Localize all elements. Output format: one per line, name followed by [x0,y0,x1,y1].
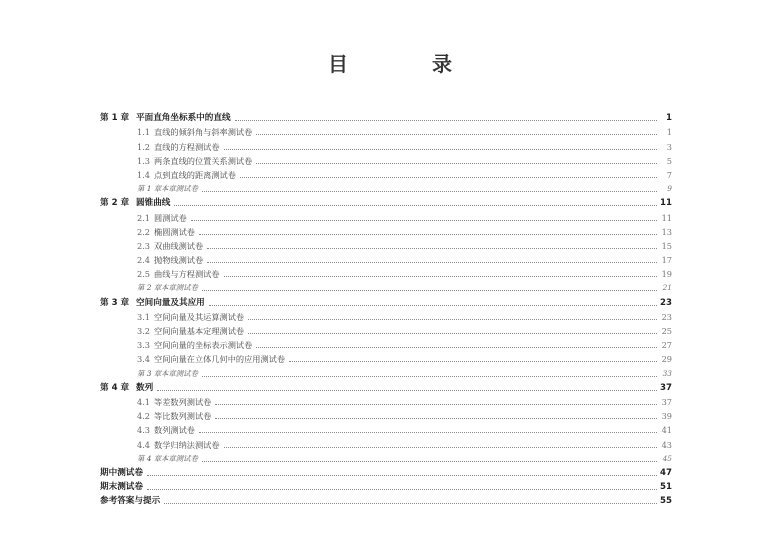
toc-entry-label: 等比数列测试卷 [154,411,212,422]
toc-entry-number: 4.2 [137,411,151,422]
toc-entry-page-number: 23 [661,311,672,322]
toc-entry-page-number: 19 [661,269,672,280]
dot-leader [235,119,657,121]
toc-entry-number: 第 4 章 [137,453,162,463]
toc-entry-label: 本章测试卷 [161,184,198,194]
toc-entry-page-number: 11 [661,212,672,223]
toc-chapter-entry [100,111,672,125]
toc-entry-page-number: 45 [662,453,672,463]
toc-section-entry [100,310,672,324]
toc-section-entry [100,338,672,352]
toc-entry-number: 1.2 [137,141,151,152]
toc-entry-label: 空间向量及其应用 [136,297,205,308]
toc-entry-label: 圆锥曲线 [136,198,171,209]
toc-entry-number: 2.1 [137,212,151,223]
dot-leader [215,403,657,405]
dot-leader [164,502,657,504]
toc-entry-page-number: 1 [666,113,672,124]
toc-section-entry [100,210,672,224]
toc-section-entry [100,168,672,182]
toc-entry-label: 圆测试卷 [154,212,187,223]
toc-section-entry [100,239,672,253]
page-title: 目 录 [328,52,484,76]
toc-entry-label: 直线的倾斜角与斜率测试卷 [154,127,253,138]
dot-leader [240,176,657,178]
toc-entry-page-number: 41 [661,425,672,436]
dot-leader [191,219,657,221]
dot-leader [202,375,657,377]
toc-entry-number: 1.3 [137,155,151,166]
toc-entry-page-number: 11 [660,198,672,209]
toc-entry-page-number: 47 [660,467,672,478]
toc-entry-label: 数列测试卷 [154,425,195,436]
toc-entry-number: 第 3 章 [100,297,130,308]
toc-entry-number: 第 1 章 [137,184,162,194]
table-of-contents [100,111,672,508]
toc-entry-number: 4.4 [137,439,151,450]
dot-leader [207,247,657,249]
toc-entry-number: 第 3 章 [137,368,162,378]
dot-leader [147,474,657,476]
dot-leader [248,318,657,320]
toc-entry-number: 第 1 章 [100,113,130,124]
toc-section-entry [100,395,672,409]
toc-chapter-test-entry [100,452,672,466]
dot-leader [174,204,657,206]
toc-entry-page-number: 39 [661,411,672,422]
toc-entry-page-number: 29 [661,354,672,365]
dot-leader [224,446,657,448]
toc-section-entry [100,352,672,366]
toc-chapter-test-entry [100,366,672,380]
toc-entry-label: 本章测试卷 [161,283,198,293]
toc-entry-page-number: 15 [661,240,672,251]
toc-entry-label: 直线的方程测试卷 [154,141,220,152]
toc-entry-page-number: 7 [666,169,672,180]
dot-leader [157,389,657,391]
dot-leader [248,332,657,334]
toc-entry-page-number: 5 [666,155,672,166]
toc-entry-number: 2.4 [137,255,151,266]
toc-section-entry [100,225,672,239]
toc-entry-page-number: 27 [661,340,672,351]
toc-entry-page-number: 55 [660,496,672,507]
toc-chapter-entry [100,295,672,309]
toc-chapter-entry [100,466,672,480]
dot-leader [199,233,657,235]
toc-entry-label: 椭圆测试卷 [154,226,195,237]
toc-entry-label: 平面直角坐标系中的直线 [136,113,231,124]
toc-entry-number: 第 2 章 [100,198,130,209]
toc-entry-page-number: 17 [661,255,672,266]
dot-leader [215,417,657,419]
toc-entry-number: 2.3 [137,240,151,251]
dot-leader [147,488,657,490]
toc-entry-label: 等差数列测试卷 [154,396,212,407]
dot-leader [202,289,657,291]
toc-entry-number: 4.3 [137,425,151,436]
dot-leader [224,275,657,277]
dot-leader [224,148,657,150]
toc-entry-page-number: 43 [661,439,672,450]
toc-entry-number: 2.5 [137,269,151,280]
toc-entry-number: 第 4 章 [100,382,130,393]
toc-section-entry [100,253,672,267]
toc-section-entry [100,139,672,153]
toc-entry-number: 3.3 [137,340,151,351]
toc-section-entry [100,437,672,451]
toc-entry-page-number: 37 [661,396,672,407]
toc-entry-label: 空间向量的坐标表示测试卷 [154,340,253,351]
toc-entry-number: 2.2 [137,226,151,237]
toc-entry-label: 本章测试卷 [161,368,198,378]
toc-entry-label: 曲线与方程测试卷 [154,269,220,280]
toc-entry-number: 1.4 [137,169,151,180]
toc-entry-label: 空间向量在立体几何中的应用测试卷 [154,354,286,365]
toc-entry-page-number: 21 [662,283,672,293]
toc-chapter-test-entry [100,281,672,295]
toc-entry-number: 第 2 章 [137,283,162,293]
toc-chapter-entry [100,494,672,508]
toc-entry-page-number: 13 [661,226,672,237]
dot-leader [202,460,657,462]
toc-entry-number: 3.1 [137,311,151,322]
dot-leader [202,190,657,192]
toc-entry-number: 3.2 [137,326,151,336]
toc-entry-label: 本章测试卷 [161,453,198,463]
toc-entry-number: 3.4 [137,354,151,365]
toc-entry-label: 点到直线的距离测试卷 [154,169,236,180]
toc-entry-label: 空间向量及其运算测试卷 [154,311,245,322]
toc-entry-label: 空间向量基本定理测试卷 [154,326,245,336]
toc-section-entry [100,423,672,437]
dot-leader [256,133,657,135]
toc-entry-page-number: 23 [660,297,672,308]
toc-chapter-entry [100,480,672,494]
toc-entry-label: 数列 [136,382,154,393]
dot-leader [256,346,657,348]
toc-section-entry [100,125,672,139]
toc-entry-page-number: 3 [666,141,672,152]
toc-section-entry [100,154,672,168]
toc-entry-label: 数学归纳法测试卷 [154,439,220,450]
dot-leader [209,304,657,306]
dot-leader [199,431,657,433]
toc-section-entry [100,409,672,423]
dot-leader [289,360,657,362]
toc-entry-label: 期末测试卷 [100,482,143,493]
toc-entry-label: 参考答案与提示 [100,496,161,507]
toc-entry-number: 4.1 [137,396,151,407]
toc-entry-label: 期中测试卷 [100,467,143,478]
toc-section-entry [100,267,672,281]
toc-entry-page-number: 9 [667,184,672,194]
toc-entry-page-number: 51 [660,482,672,493]
toc-entry-number: 1.1 [137,127,151,138]
toc-entry-label: 双曲线测试卷 [154,240,204,251]
toc-entry-page-number: 33 [662,368,672,378]
toc-chapter-test-entry [100,182,672,196]
toc-entry-label: 两条直线的位置关系测试卷 [154,155,253,166]
toc-entry-label: 抛物线测试卷 [154,255,204,266]
dot-leader [256,162,657,164]
toc-entry-page-number: 25 [661,326,672,336]
dot-leader [207,261,657,263]
toc-section-entry [100,324,672,338]
toc-chapter-entry [100,381,672,395]
toc-chapter-entry [100,196,672,210]
toc-entry-page-number: 1 [666,127,672,138]
toc-entry-page-number: 37 [660,382,672,393]
